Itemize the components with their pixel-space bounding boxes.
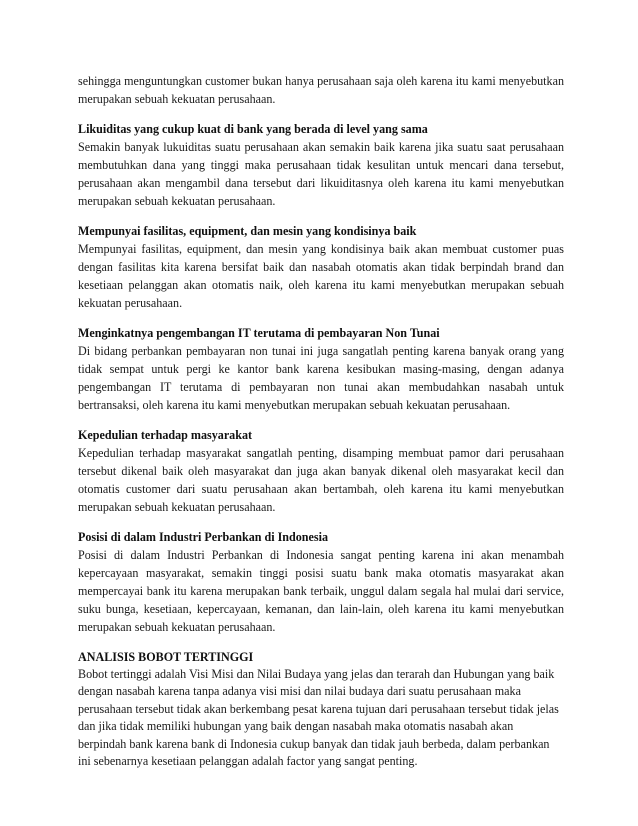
section-fasilitas [78, 222, 564, 312]
intro-paragraph: sehingga menguntungkan customer bukan hanya perusahaan saja oleh karena itu kami menyebutkan merupakan sebuah kekuatan perusahaan. [78, 74, 564, 106]
section-body: Bobot tertinggi adalah Visi Misi dan Nilai Budaya yang jelas dan terarah dan Hubungan yang baik dengan nasabah karena tanpa adanya visi misi dan nilai budaya dari suatu perusahaan maka perusahaan tersebut tidak akan berkembang pesat karena tujuan dari perusahaan tersebut tidak jelas dan jika tidak memiliki hubungan yang baik dengan nasabah maka otomatis nasabah akan berpindah bank karena bank di Indonesia cukup banyak dan tidak jauh berbeda, dalam perbankan ini sebenarnya kesetiaan pelanggan adalah factor yang sangat penting. [78, 667, 559, 769]
section-body: Di bidang perbankan pembayaran non tunai ini juga sangatlah penting karena banyak orang yang tidak sempat untuk pergi ke kantor bank karena kesibukan masing-masing, dengan adanya pengembangan IT terutama di pembayaran non tunai akan membudahkan nasabah untuk bertransaksi, oleh karena itu kami menyebutkan merupakan sebuah kekuatan perusahaan. [78, 344, 564, 412]
section-heading: Menginkatnya pengembangan IT terutama di pembayaran Non Tunai [78, 326, 440, 340]
section-pengembangan-it [78, 324, 564, 414]
section-body: Mempunyai fasilitas, equipment, dan mesin yang kondisinya baik akan membuat customer puas dengan fasilitas kita karena bersifat baik dan nasabah otomatis akan tidak berpindah brand dan kesetiaan pelanggan akan otomatis naik, oleh karena itu kami menyebutkan merupakan sebuah kekuatan perusahaan. [78, 242, 564, 310]
section-likuiditas [78, 120, 564, 210]
document-content [78, 72, 564, 770]
section-heading: ANALISIS BOBOT TERTINGGI [78, 650, 254, 664]
section-heading: Posisi di dalam Industri Perbankan di Indonesia [78, 530, 329, 544]
section-heading: Mempunyai fasilitas, equipment, dan mesin yang kondisinya baik [78, 224, 417, 238]
section-kepedulian [78, 426, 564, 516]
section-posisi-industri [78, 528, 564, 636]
section-analisis-bobot [78, 648, 564, 770]
section-heading: Likuiditas yang cukup kuat di bank yang berada di level yang sama [78, 122, 428, 136]
section-heading: Kepedulian terhadap masyarakat [78, 428, 253, 442]
section-body: Posisi di dalam Industri Perbankan di Indonesia sangat penting karena ini akan menambah kepercayaan masyarakat, semakin tinggi posisi suatu bank maka otomatis masyarakat akan mempercayai bank itu karena merupakan bank terbaik, unggul dalam segala hal mulai dari service, suku bunga, kesetiaan, kepercayaan, kemanan, dan lain-lain, oleh karena itu kami menyebutkan merupakan sebuah kekuatan perusahaan. [78, 548, 564, 634]
section-body: Kepedulian terhadap masyarakat sangatlah penting, disamping membuat pamor dari perusahaan tersebut dikenal baik oleh masyarakat dan juga akan banyak dikenal oleh masyarakat kecil dan otomatis customer dari suatu perusahaan akan bertambah, oleh karena itu kami menyebutkan merupakan sebuah kekuatan perusahaan. [78, 446, 564, 514]
section-body: Semakin banyak lukuiditas suatu perusahaan akan semakin baik karena jika suatu saat perusahaan membutuhkan dana yang tinggi maka perusahaan tidak kesulitan untuk mencari dana tersebut, perusahaan akan mengambil dana tersebut dari likuiditasnya oleh karena itu kami menyebutkan merupakan sebuah kekuatan perusahaan. [78, 140, 564, 208]
